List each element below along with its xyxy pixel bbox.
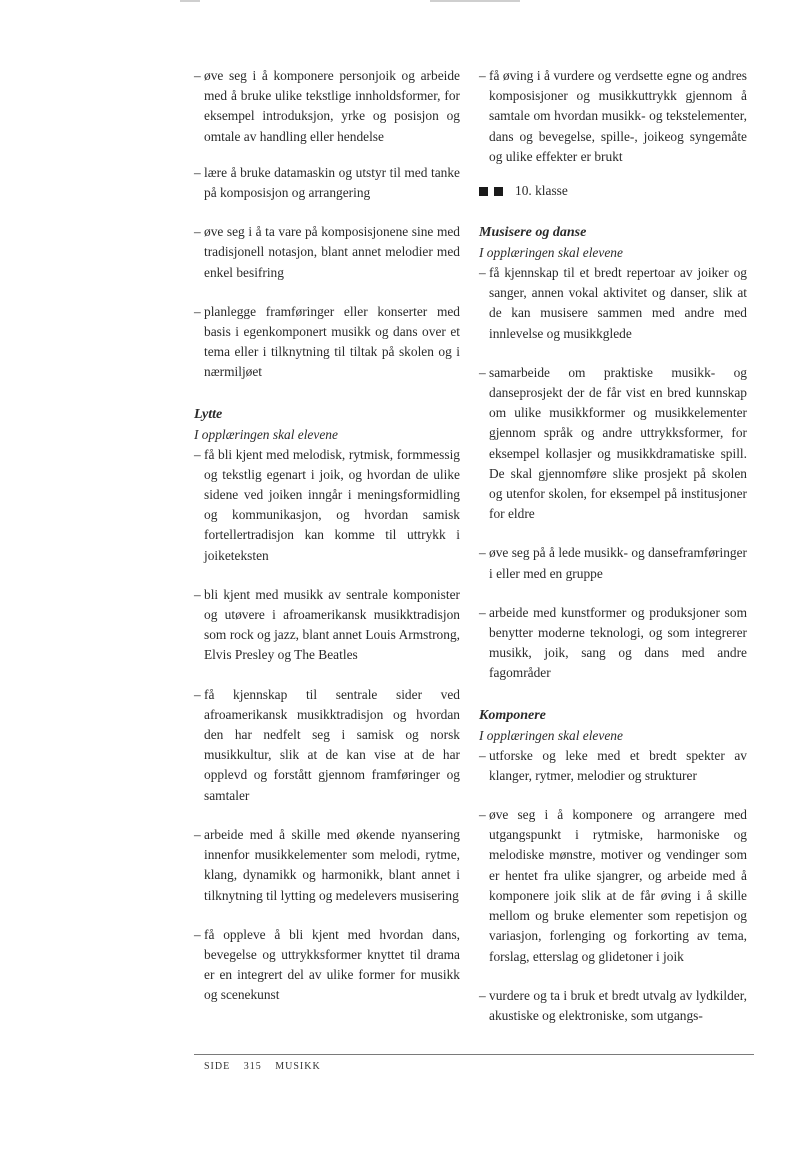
dash-marker: –: [479, 987, 486, 1003]
list-item: [479, 543, 747, 583]
dash-marker: –: [194, 826, 201, 842]
right-column: [479, 66, 747, 1045]
dash-marker: –: [194, 68, 201, 83]
list-item: [479, 263, 747, 344]
section-heading-komponere: Komponere: [479, 707, 546, 723]
list-item: [194, 925, 460, 1006]
dash-marker: –: [194, 926, 201, 942]
list-item: [194, 163, 460, 203]
list-item-text: få oppleve å bli kjent med hvordan dans, bevegelse og uttrykksformer knyttet til drama er en integrert del av ulike former for musikk og scenekunst: [204, 926, 460, 1003]
list-item-text: øve seg i å komponere personjoik og arbeide med å bruke ulike tekstlige innholdsformer, for eksempel introduksjon, yrke og posisjon og omtale av handling eller hendelse: [204, 68, 460, 144]
dash-marker: –: [479, 545, 486, 561]
list-item: [479, 66, 747, 167]
grade-label: 10. klasse: [515, 183, 568, 199]
list-item: [194, 302, 460, 383]
list-item-text: få kjennskap til et bredt repertoar av joiker og sanger, annen vokal aktivitet og danser, slik at de kan musisere sammen med andre med innlevelse og musikkglede: [489, 265, 747, 341]
list-item-text: få kjennskap til sentrale sider ved afroamerikansk musikktradisjon og hvordan den har nedfelt seg i samisk og norsk musikkultur, slik at de kan vise at de har opplevd og forstått gjennom framføringer og samtaler: [204, 686, 460, 803]
list-item-text: vurdere og ta i bruk et bredt utvalg av lydkilder, akustiske og elektroniske, som utgangs-: [489, 987, 747, 1023]
list-item: [194, 825, 460, 906]
list-item: [479, 603, 747, 684]
dash-marker: –: [194, 164, 201, 180]
footer-rule: [194, 1054, 754, 1055]
list-item: [194, 66, 460, 147]
dash-marker: –: [479, 604, 486, 620]
list-item-text: utforske og leke med et bredt spekter av klanger, rytmer, melodier og strukturer: [489, 747, 747, 783]
footer-subject: MUSIKK: [275, 1061, 321, 1072]
list-item: [194, 685, 460, 806]
dash-marker: –: [194, 446, 201, 462]
list-item: [479, 363, 747, 525]
dash-marker: –: [194, 686, 201, 702]
page-footer: [204, 1061, 331, 1072]
list-item-text: arbeide med kunstformer og produksjoner som benytter moderne teknologi, og som integrerer musikk, joik, sang og dans med andre fagområder: [489, 604, 747, 681]
section-heading-lytte: Lytte: [194, 406, 223, 422]
square-bullet-icon: [494, 187, 503, 196]
list-item-text: lære å bruke datamaskin og utstyr til med tanke på komposisjon og arrangering: [204, 164, 460, 201]
list-item: [479, 746, 747, 786]
dash-marker: –: [479, 364, 486, 380]
dash-marker: –: [479, 68, 486, 83]
dash-marker: –: [194, 586, 201, 602]
footer-page-number: 315: [243, 1061, 262, 1072]
list-item-text: få øving i å vurdere og verdsette egne og andres komposisjoner og musikkuttrykk gjennom å samtale om hvordan musikk- og tekstelementer, dans og bevegelse, spille-, joikeog syngemåte og ulike effekter er brukt: [489, 68, 747, 164]
list-item: [479, 986, 747, 1026]
dash-marker: –: [479, 747, 486, 763]
section-subheading: I opplæringen skal elevene: [194, 426, 338, 442]
list-item-text: få bli kjent med melodisk, rytmisk, formmessig og tekstlig egenart i joik, og hvordan de ulike sidene ved joiken inngår i meningsformidling og kommunikasjon, og hvordan samisk fortellertradisjon kan komme til uttrykk i joiketeksten: [204, 446, 460, 563]
footer-side-label: SIDE: [204, 1061, 231, 1072]
section-subheading: I opplæringen skal elevene: [479, 727, 623, 743]
list-item: [194, 445, 460, 566]
dash-marker: –: [479, 807, 486, 823]
dash-marker: –: [194, 224, 201, 240]
section-heading-musisere: Musisere og danse: [479, 225, 587, 241]
top-edge-mark: [180, 0, 200, 2]
dash-marker: –: [194, 303, 201, 319]
list-item-text: øve seg i å komponere og arrangere med utgangspunkt i rytmiske, harmoniske og melodiske mønstre, motiver og vendinger som er hentet fra ulike sjangrer, og arbeide med å komponere joik slik at de får øving i å skille mellom og bruke elementer som repetisjon og variasjon, forlenging og forkorting av tema, forslag, etterslag og glidetoner i joik: [489, 807, 747, 964]
list-item-text: bli kjent med musikk av sentrale komponister og utøvere i afroamerikansk musikktradisjon som rock og jazz, blant annet Louis Armstrong, Elvis Presley og The Beatles: [204, 586, 460, 663]
list-item-text: samarbeide om praktiske musikk- og danseprosjekt der de får vist en bred kunnskap om ulike musikkformer og musikkelementer gjennom språk og andre uttrykksformer, for eksempel kollasjer og musikkdramatiske spill. De skal gjennomføre slike prosjekt på skolen og utenfor skolen, for eksempel på institusjoner for eldre: [489, 364, 747, 522]
list-item-text: arbeide med å skille med økende nyansering innenfor musikkelementer som melodi, rytme, klang, dynamikk og harmonikk, blant annet i tilknytning til lytting og medelevers musisering: [204, 826, 460, 903]
list-item-text: øve seg i å ta vare på komposisjonene sine med tradisjonell notasjon, blant annet melodier med enkel besifring: [204, 224, 460, 280]
list-item: [479, 805, 747, 967]
list-item: [194, 222, 460, 283]
section-subheading: I opplæringen skal elevene: [479, 245, 623, 261]
top-edge-mark: [430, 0, 520, 2]
list-item-text: planlegge framføringer eller konserter med basis i egenkomponert musikk og dans over et tema eller i tilknytning til tiltak på skolen og i nærmiljøet: [204, 303, 460, 380]
list-item: [194, 585, 460, 666]
square-bullet-icon: [479, 187, 488, 196]
dash-marker: –: [479, 265, 486, 281]
left-column: [194, 66, 460, 1025]
grade-heading: [479, 181, 747, 201]
list-item-text: øve seg på å lede musikk- og danseframføringer i eller med en gruppe: [489, 545, 747, 581]
